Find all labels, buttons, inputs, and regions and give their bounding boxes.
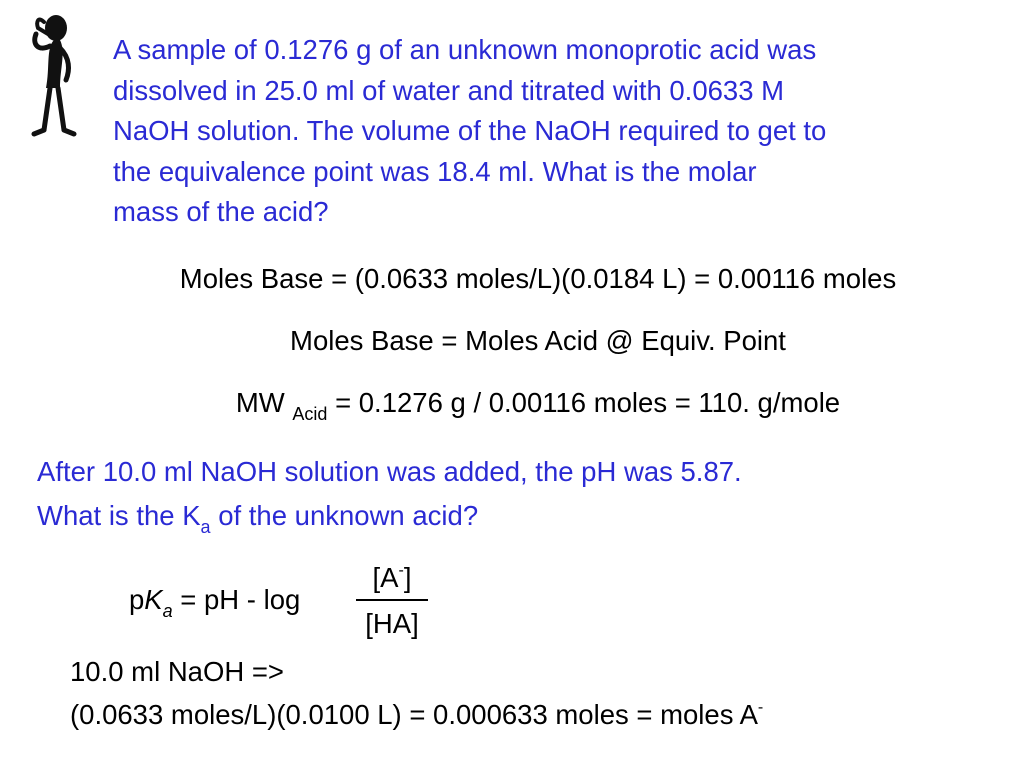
p-prefix: p [129,584,145,615]
moles-base-calc: Moles Base = (0.0633 moles/L)(0.0184 L) = 0.00116 moles [179,263,897,294]
mw-result: = 0.1276 g / 0.00116 moles = 110. g/mole [335,387,841,418]
ka-question-prefix: What is the K [37,500,201,531]
numerator-open: [A [372,562,399,593]
ka-subscript: a [200,517,211,537]
fraction-numerator [351,562,433,594]
ka-question [37,450,997,541]
problem-line: mass of the acid? [113,196,329,227]
ka-question-line1: After 10.0 ml NaOH solution was added, the pH was 5.87. [37,456,742,487]
thinking-figure-icon [16,8,86,138]
equivalence-statement: Moles Base = Moles Acid @ Equiv. Point [290,325,786,356]
problem-line: the equivalence point was 18.4 ml. What is the molar [113,155,757,187]
numerator-close: ] [403,562,412,593]
numerator-charge: - [398,562,404,579]
k-subscript: a [162,601,173,621]
moles-a-calc [70,698,763,737]
problem-line: A sample of 0.1276 g of an unknown monoprotic acid was [113,34,817,65]
problem-line: NaOH solution. The volume of the NaOH required to get to [113,115,827,146]
equation-rest: = pH - log [172,584,301,615]
problem-statement [113,30,1018,233]
molar-mass-calc [0,386,1024,423]
mw-subscript: Acid [292,404,328,424]
a-charge: - [757,699,764,716]
naoh-volume-line: 10.0 ml NaOH => [70,656,284,687]
k-symbol: K [144,584,163,615]
ka-question-line2 [37,494,997,541]
henderson-hasselbalch-equation [129,583,300,620]
moles-a-text: (0.0633 moles/L)(0.0100 L) = 0.000633 moles = moles A [70,699,758,730]
ka-question-rest: of the unknown acid? [210,500,479,531]
mw-label: MW [235,387,285,418]
problem-line: dissolved in 25.0 ml of water and titrated with 0.0633 M [113,74,785,106]
fraction-bar [356,599,428,601]
fraction-denominator: [HA] [365,608,419,639]
